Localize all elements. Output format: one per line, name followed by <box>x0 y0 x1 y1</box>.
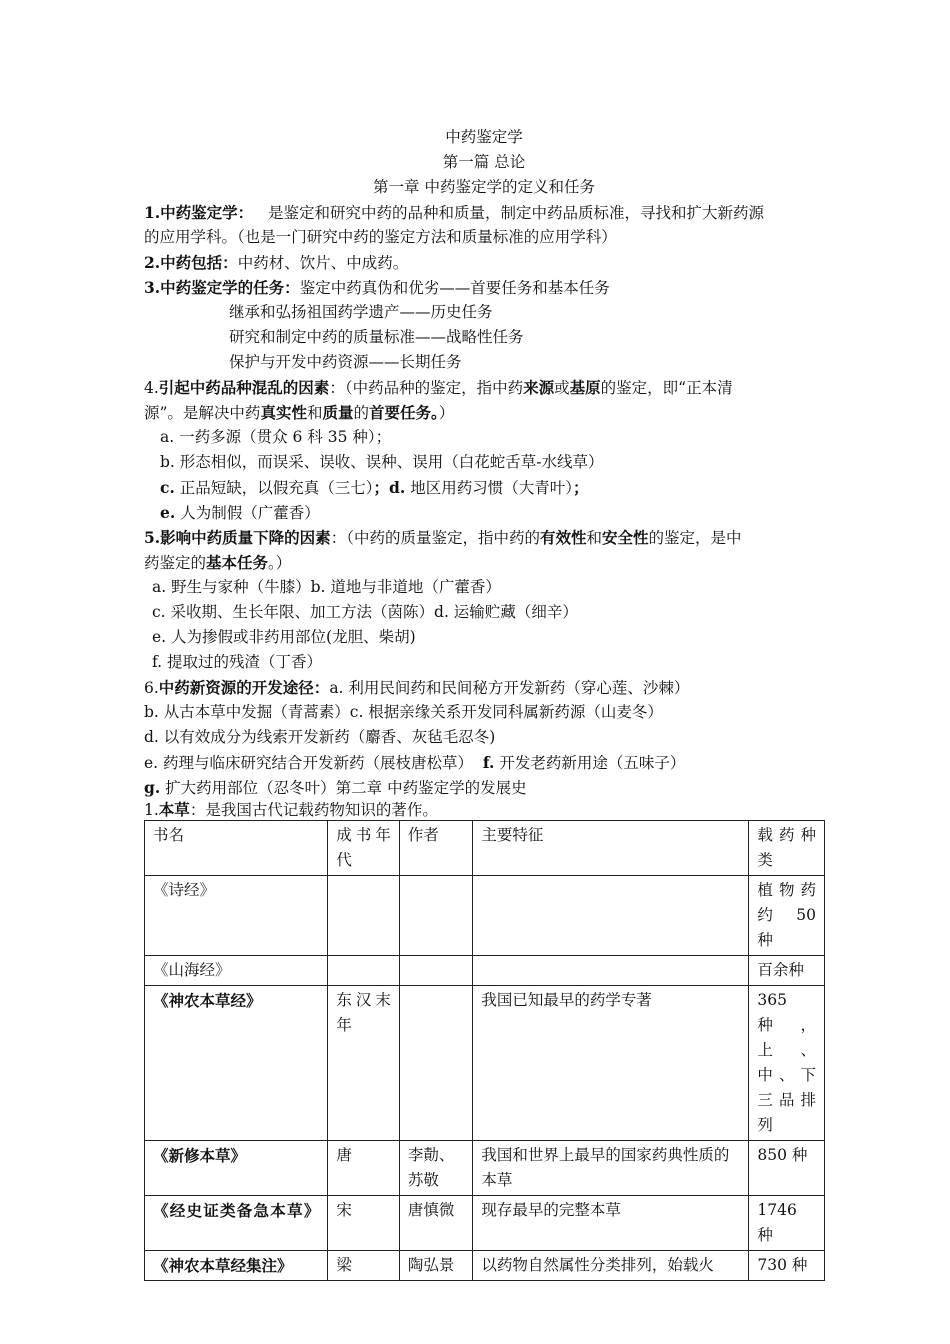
resource-item: d. 以有效成分为线索开发新药（麝香、灰毡毛忍冬) <box>144 728 496 746</box>
resource-item: g. 扩大药用部位（忍冬叶）第二章 中药鉴定学的发展史 <box>144 778 527 797</box>
doc-title: 中药鉴定学 <box>445 128 523 146</box>
task-item: 研究和制定中药的质量标准——战略性任务 <box>229 328 524 346</box>
table-row <box>145 956 825 986</box>
author-cell: 陶弘景 <box>399 1251 473 1281</box>
section-6: 6.中药新资源的开发途径：a. 利用民间药和民间秘方开发新药（穿心莲、沙棘） <box>144 678 690 697</box>
book-name-cell: 《经史证类备急本草》 <box>145 1196 328 1251</box>
section-4-line2: 源”。是解决中药真实性和质量的首要任务。） <box>144 403 455 422</box>
book-name-cell: 《山海经》 <box>145 956 328 986</box>
book-name-cell: 《神农本草经集注》 <box>145 1251 328 1281</box>
header-cell: 书名 <box>145 821 328 876</box>
table-header-row <box>145 821 825 876</box>
count-cell: 850 种 <box>749 1141 825 1196</box>
table-row <box>145 876 825 956</box>
feature-cell: 以药物自然属性分类排列，始载火 <box>473 1251 749 1281</box>
author-cell <box>399 986 473 1141</box>
chapter-heading: 第一章 中药鉴定学的定义和任务 <box>373 178 595 196</box>
quality-item: c. 采收期、生长年限、加工方法（茵陈）d. 运输贮藏（细辛） <box>152 603 578 621</box>
section-5-line2: 药鉴定的基本任务。） <box>144 553 292 572</box>
section-1-line2: 的应用学科。（也是一门研究中药的鉴定方法和质量标准的应用学科） <box>144 228 617 246</box>
era-cell <box>328 956 400 986</box>
resource-item: e. 药理与临床研究结合开发新药（展枝唐松草） f. 开发老药新用途（五味子） <box>144 753 686 772</box>
feature-cell: 我国和世界上最早的国家药典性质的本草 <box>473 1141 749 1196</box>
era-cell: 梁 <box>328 1251 400 1281</box>
author-cell <box>399 956 473 986</box>
section-5-line1: 5.影响中药质量下降的因素：（中药的质量鉴定，指中药的有效性和安全性的鉴定，是中 <box>144 528 742 547</box>
factor-item: c. 正品短缺，以假充真（三七）；d. 地区用药习惯（大青叶）； <box>160 478 589 497</box>
table-row <box>145 1141 825 1196</box>
book-name-cell: 《新修本草》 <box>145 1141 328 1196</box>
quality-item: f. 提取过的残渣（丁香） <box>152 653 323 671</box>
count-cell: 730 种 <box>749 1251 825 1281</box>
era-cell: 东汉末年 <box>328 986 400 1141</box>
era-cell <box>328 876 400 956</box>
book-name-cell: 《神农本草经》 <box>145 986 328 1141</box>
count-cell: 365 种，上、中、下三品排列 <box>749 986 825 1141</box>
feature-cell: 现存最早的完整本草 <box>473 1196 749 1251</box>
table-row <box>145 1251 825 1281</box>
herbal-books-table <box>144 820 825 1281</box>
section-3: 3.中药鉴定学的任务：鉴定中药真伪和优劣——首要任务和基本任务 <box>144 278 610 297</box>
era-cell: 宋 <box>328 1196 400 1251</box>
bencao-definition: 1.本草：是我国古代记载药物知识的著作。 <box>144 800 438 819</box>
feature-cell <box>473 876 749 956</box>
section-1-line1: 1.中药鉴定学： 是鉴定和研究中药的品种和质量，制定中药品质标准，寻找和扩大新药源 <box>144 203 764 222</box>
count-cell: 植物药约 50 种 <box>749 876 825 956</box>
section-2: 2.中药包括：中药材、饮片、中成药。 <box>144 253 409 272</box>
table-row <box>145 1196 825 1251</box>
count-cell: 1746 种 <box>749 1196 825 1251</box>
task-item: 继承和弘扬祖国药学遗产——历史任务 <box>229 303 493 321</box>
feature-cell: 我国已知最早的药学专著 <box>473 986 749 1141</box>
factor-item: e. 人为制假（广藿香） <box>160 503 320 522</box>
table-row <box>145 986 825 1141</box>
quality-item: a. 野生与家种（牛膝）b. 道地与非道地（广藿香） <box>152 578 501 596</box>
factor-item: a. 一药多源（贯众 6 科 35 种）； <box>160 428 392 446</box>
book-name-cell: 《诗经》 <box>145 876 328 956</box>
section-4-line1: 4.引起中药品种混乱的因素：（中药品种的鉴定，指中药来源或基原的鉴定，即“正本清 <box>144 378 733 397</box>
factor-item: b. 形态相似，而误采、误收、误种、误用（白花蛇舌草-水线草） <box>160 453 604 471</box>
author-cell <box>399 876 473 956</box>
header-cell: 作者 <box>399 821 473 876</box>
part-heading: 第一篇 总论 <box>442 153 526 171</box>
header-cell: 主要特征 <box>473 821 749 876</box>
header-cell: 载药种类 <box>749 821 825 876</box>
era-cell: 唐 <box>328 1141 400 1196</box>
count-cell: 百余种 <box>749 956 825 986</box>
task-item: 保护与开发中药资源——长期任务 <box>229 353 462 371</box>
author-cell: 李勣、苏敬 <box>399 1141 473 1196</box>
resource-item: b. 从古本草中发掘（青蒿素）c. 根据亲缘关系开发同科属新药源（山麦冬） <box>144 703 663 721</box>
feature-cell <box>473 956 749 986</box>
quality-item: e. 人为掺假或非药用部位(龙胆、柴胡) <box>152 628 416 646</box>
author-cell: 唐慎微 <box>399 1196 473 1251</box>
header-cell: 成书年代 <box>328 821 400 876</box>
